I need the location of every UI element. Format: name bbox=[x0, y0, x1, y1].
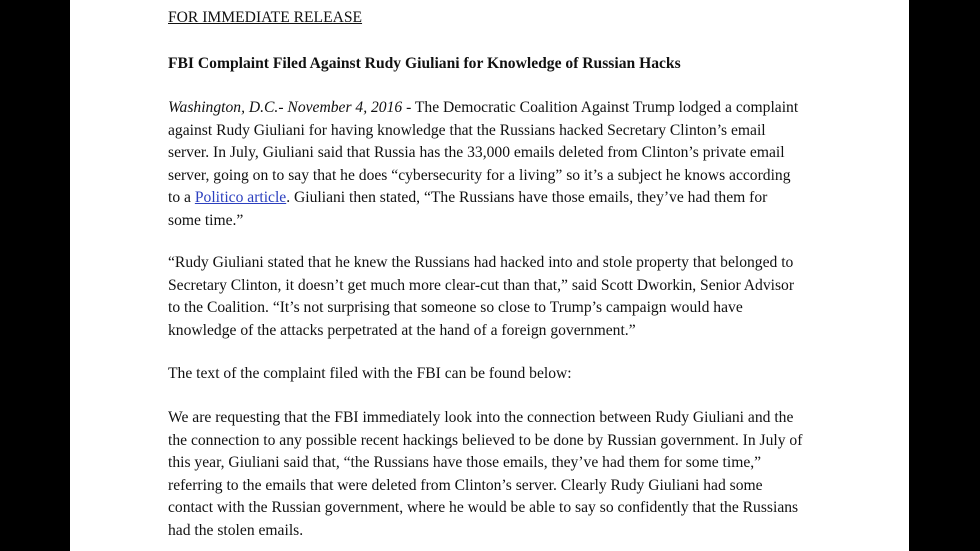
document-page bbox=[70, 0, 909, 551]
paragraph-line: knowledge of the attacks perpetrated at the hand of a foreign government.” bbox=[168, 321, 636, 339]
paragraph-line: referring to the emails that were deleted from Clinton’s server. Clearly Rudy Giuliani had some bbox=[168, 476, 763, 494]
text-span: - The Democratic Coalition Against Trump lodged a complaint bbox=[402, 99, 799, 116]
paragraph-line: Secretary Clinton, it doesn’t get much more clear-cut than that,” said Scott Dworkin, Senior Advisor bbox=[168, 276, 795, 294]
paragraph-line bbox=[168, 187, 798, 210]
release-label: FOR IMMEDIATE RELEASE bbox=[168, 9, 363, 26]
paragraph-line: the connection to any possible recent hackings believed to be done by Russian government. In July of bbox=[168, 431, 803, 449]
paragraph-line: The text of the complaint filed with the FBI can be found below: bbox=[168, 365, 572, 382]
paragraph-intro bbox=[168, 97, 798, 233]
paragraph-line: against Rudy Giuliani for having knowledge that the Russians hacked Secretary Clinton’s email bbox=[168, 121, 766, 139]
text-span: to a bbox=[168, 189, 195, 207]
paragraph-line: had the stolen emails. bbox=[168, 521, 304, 539]
paragraph-line: this year, Giuliani said that, “the Russians have those emails, they’ve had them for some time,” bbox=[168, 454, 762, 472]
paragraph-line: server, going on to say that he does “cybersecurity for a living” so it’s a subject he knows according bbox=[168, 166, 791, 184]
headline: FBI Complaint Filed Against Rudy Giuliani for Knowledge of Russian Hacks bbox=[168, 55, 681, 72]
dateline: Washington, D.C.- November 4, 2016 bbox=[168, 99, 403, 116]
paragraph-intro-complaint bbox=[168, 363, 572, 386]
paragraph-line: some time.” bbox=[168, 211, 244, 229]
paragraph-line: “Rudy Giuliani stated that he knew the Russians had hacked into and stole property that belonged to bbox=[168, 254, 794, 271]
text-span: . Giuliani then stated, “The Russians have those emails, they’ve had them for bbox=[286, 189, 768, 207]
paragraph-line: We are requesting that the FBI immediately look into the connection between Rudy Giuliani and the bbox=[168, 409, 794, 426]
paragraph-line: server. In July, Giuliani said that Russia has the 33,000 emails deleted from Clinton’s private email bbox=[168, 144, 785, 162]
paragraph-line: to the Coalition. “It’s not surprising that someone so close to Trump’s campaign would have bbox=[168, 299, 743, 317]
paragraph-quote bbox=[168, 252, 794, 342]
politico-article-link[interactable]: Politico article bbox=[194, 189, 287, 207]
paragraph-line: contact with the Russian government, where he would be able to say so confidently that the Russians bbox=[168, 499, 799, 517]
paragraph-complaint bbox=[168, 407, 802, 543]
paragraph-line bbox=[168, 97, 798, 120]
